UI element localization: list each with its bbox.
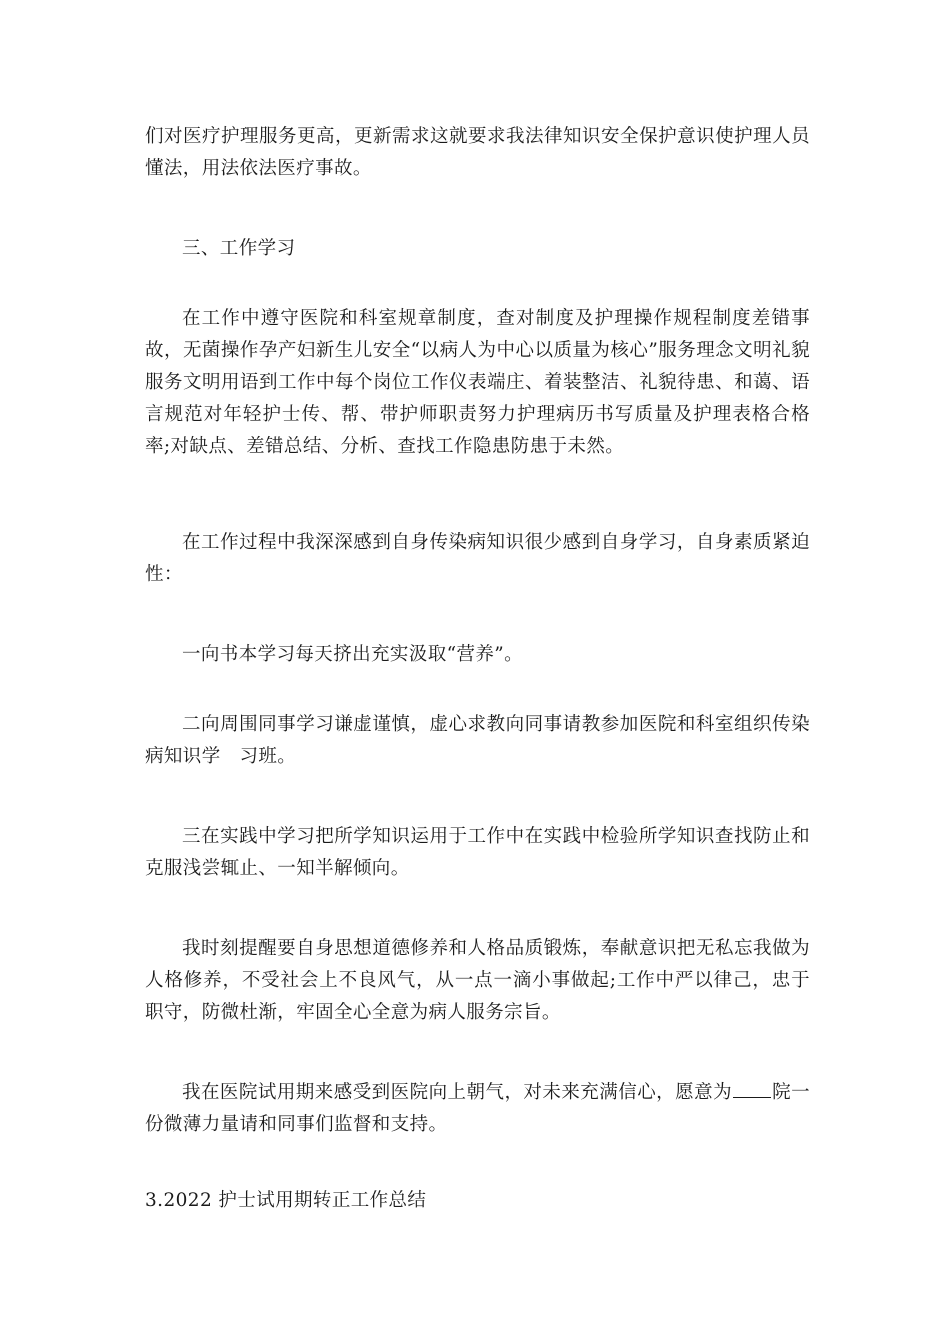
paragraph-probation-text-after: 院一份微薄力量请和同事们监督和支持。 [145, 1082, 810, 1135]
paragraph-book-learning: 一向书本学习每天挤出充实汲取“营养”。 [182, 644, 524, 665]
section-title-nurse-summary: 3.2022 护士试用期转正工作总结 [145, 1190, 427, 1211]
paragraph-work-rules: 在工作中遵守医院和科室规章制度，查对制度及护理操作规程制度差错事故，无菌操作孕产妇新生儿安全“以病人为中心以质量为核心”服务理念文明礼貌服务文明用语到工作中每个岗位工作仪表端庄、着装整洁、礼貌待患、和蔼、语言规范对年轻护士传、帮、带护师职责努力护理病历书写质量及护理表格合格率;对缺点、差错总结、分析、查找工作隐患防患于未然。 [145, 308, 810, 457]
paragraph-practice-learning: 三在实践中学习把所学知识运用于工作中在实践中检验所学知识查找防止和克服浅尝辄止、一知半解倾向。 [145, 826, 810, 879]
paragraph-continuation: 们对医疗护理服务更高，更新需求这就要求我法律知识安全保护意识使护理人员懂法，用法依法医疗事故。 [145, 126, 810, 179]
paragraph-learning-urgency: 在工作过程中我深深感到自身传染病知识很少感到自身学习，自身素质紧迫性： [145, 532, 810, 585]
paragraph-colleague-learning: 二向周围同事学习谦虚谨慎，虚心求教向同事请教参加医院和科室组织传染病知识学 习班。 [145, 714, 810, 767]
section-heading-work-study: 三、工作学习 [182, 238, 296, 259]
paragraph-probation-feelings [145, 1077, 810, 1141]
paragraph-moral-cultivation: 我时刻提醒要自身思想道德修养和人格品质锻炼，奉献意识把无私忘我做为人格修养，不受社会上不良风气，从一点一滴小事做起;工作中严以律己，忠于职守，防微杜渐，牢固全心全意为病人服务宗旨。 [145, 938, 810, 1023]
fill-in-blank [733, 1079, 771, 1098]
paragraph-probation-text-before: 我在医院试用期来感受到医院向上朝气，对未来充满信心，愿意为 [182, 1082, 733, 1103]
